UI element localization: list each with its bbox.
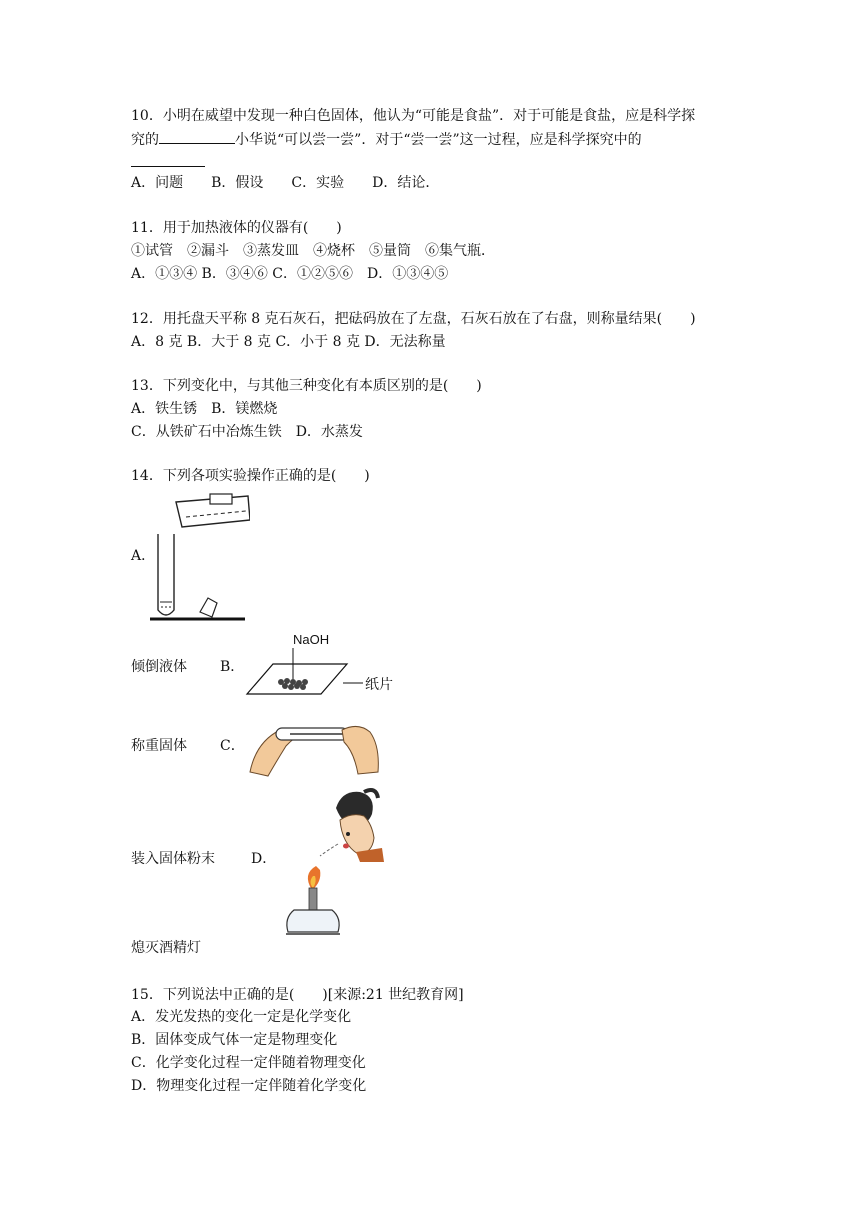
q14-caption-d: 熄灭酒精灯 <box>131 940 201 956</box>
q14-option-d-label: D． <box>251 851 277 867</box>
q11-options: A．①③④ B．③④⑥ C．①②⑤⑥ D．①③④⑤ <box>131 266 449 282</box>
q14-option-b-label: B． <box>220 659 245 675</box>
q13-options-ab: A．铁生锈 B．镁燃烧 <box>131 401 278 417</box>
q10-blank-1 <box>159 129 235 144</box>
q10-blank-2 <box>131 152 205 167</box>
paper-label: 纸片 <box>365 676 393 692</box>
pouring-liquid-figure <box>150 490 250 622</box>
weighing-solid-figure <box>245 628 395 700</box>
q14-caption-b: 称重固体 <box>131 738 187 754</box>
q15-option-c: C．化学变化过程一定伴随着物理变化 <box>131 1055 366 1071</box>
q15-option-d: D．物理变化过程一定伴随着化学变化 <box>131 1078 367 1094</box>
q10-stem-suffix: 小华说“可以尝一尝”．对于“尝一尝”这一过程，应是科学探究中的 <box>235 132 642 148</box>
q10-options: A．问题 B．假设 C．实验 D．结论． <box>131 175 440 191</box>
loading-powder-figure <box>246 712 382 780</box>
q12-stem: 12．用托盘天平称 8 克石灰石，把砝码放在了左盘，石灰石放在了右盘，则称量结果( ) <box>131 311 696 327</box>
q15-stem: 15．下列说法中正确的是( )[来源:21 世纪教育网] <box>131 987 464 1003</box>
q15-option-b: B．固体变成气体一定是物理变化 <box>131 1032 338 1048</box>
q14-caption-a: 倾倒液体 <box>131 659 187 675</box>
q13-stem: 13．下列变化中，与其他三种变化有本质区别的是( ) <box>131 378 482 394</box>
q10-stem-line2 <box>131 129 642 150</box>
q12-options: A．8 克 B．大于 8 克 C．小于 8 克 D．无法称量 <box>131 334 446 350</box>
q15-option-a: A．发光发热的变化一定是化学变化 <box>131 1009 352 1025</box>
q14-option-a-label: A． <box>131 548 156 564</box>
q14-option-c-label: C． <box>220 738 245 754</box>
q10-blank-line <box>131 152 205 173</box>
q14-caption-c: 装入固体粉末 <box>131 851 215 867</box>
q13-options-cd: C．从铁矿石中冶炼生铁 D．水蒸发 <box>131 424 363 440</box>
naoh-reagent-label: NaOH <box>293 632 330 647</box>
extinguish-lamp-figure <box>280 784 390 940</box>
q14-stem: 14．下列各项实验操作正确的是( ) <box>131 468 370 484</box>
q11-items: ①试管 ②漏斗 ③蒸发皿 ④烧杯 ⑤量筒 ⑥集气瓶． <box>131 243 495 259</box>
q11-stem: 11．用于加热液体的仪器有( ) <box>131 220 342 236</box>
q10-stem-line1: 10．小明在威望中发现一种白色固体，他认为“可能是食盐”．对于可能是食盐，应是科学探 <box>131 108 696 124</box>
q10-stem-prefix: 究的 <box>131 132 159 148</box>
